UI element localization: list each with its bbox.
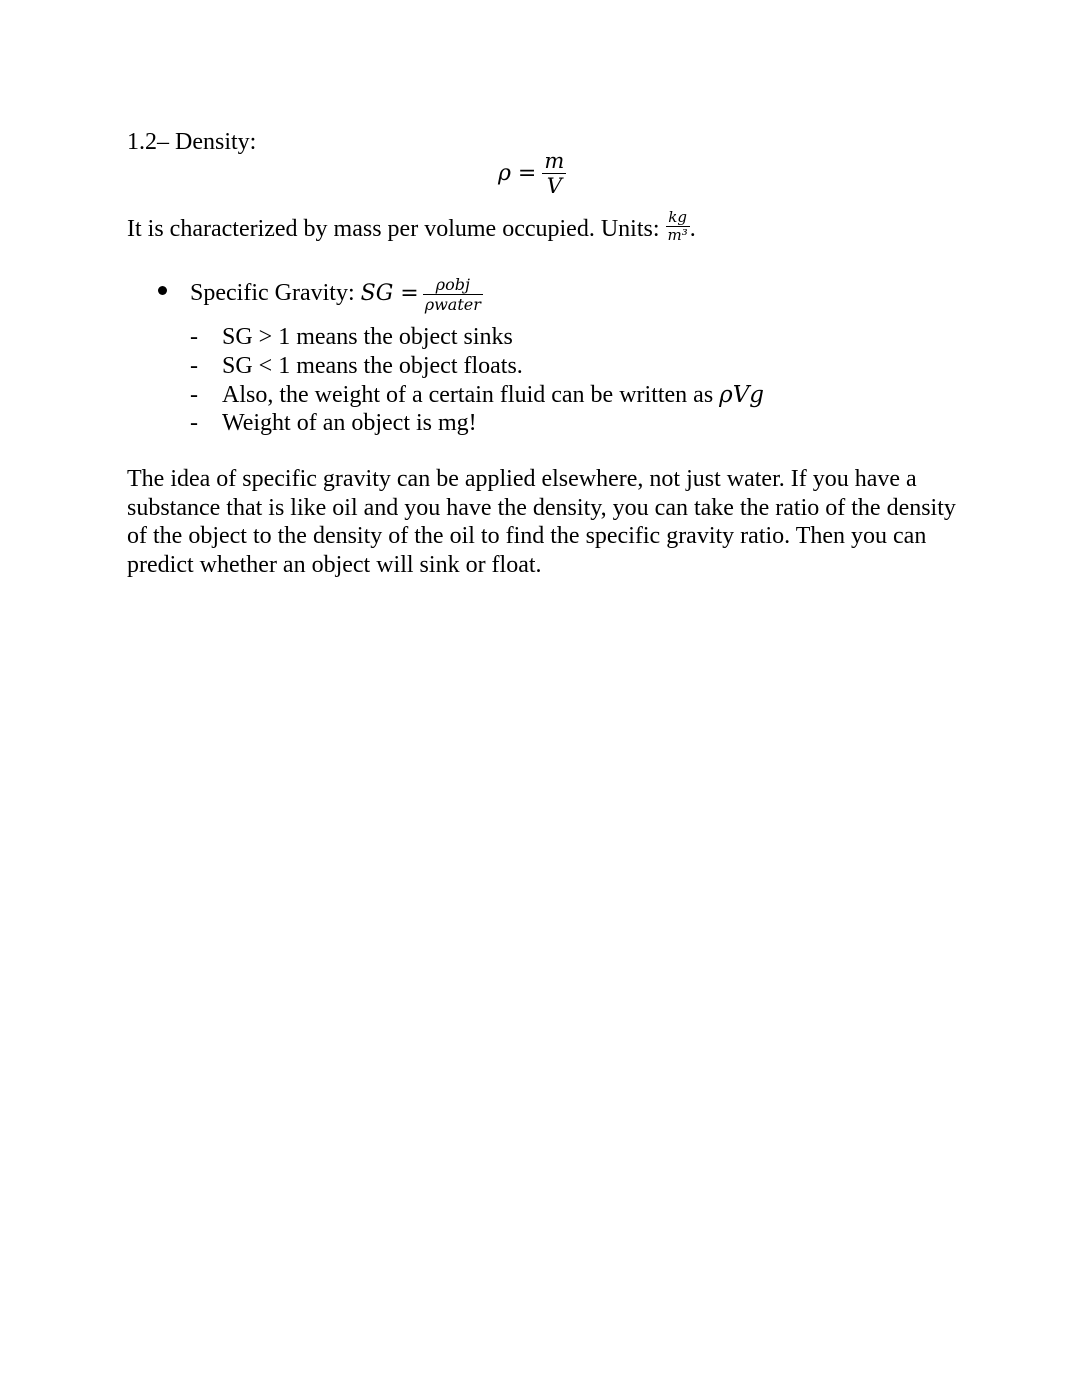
list-item-dash: -: [190, 382, 198, 408]
density-numerator: m: [544, 149, 565, 173]
density-formula-lhs: ρ =: [498, 161, 537, 186]
list-item: [222, 381, 764, 409]
list-item: SG < 1 means the object floats.: [222, 353, 523, 379]
units-fraction: [666, 210, 690, 243]
section-heading: 1.2– Density:: [127, 129, 257, 155]
list-item: Weight of an object is mg!: [222, 410, 477, 436]
specific-gravity-label: Specific Gravity:: [190, 280, 355, 307]
density-formula: [498, 150, 566, 197]
list-item-text: Also, the weight of a certain fluid can be written as: [222, 382, 714, 408]
density-fraction: [542, 150, 566, 197]
units-denominator: m³: [667, 226, 688, 244]
bullet-icon: [158, 286, 167, 295]
specific-gravity-line: [190, 276, 483, 313]
units-trailing: .: [689, 216, 696, 243]
list-item-math: ρVg: [719, 382, 765, 408]
specific-gravity-fraction: [423, 276, 483, 313]
list-item-dash: -: [190, 410, 198, 436]
list-item-dash: -: [190, 353, 198, 379]
units-numerator: kg: [668, 208, 687, 226]
units-line: [127, 208, 696, 247]
units-line-text: It is characterized by mass per volume occupied. Units:: [127, 216, 660, 243]
density-denominator: V: [546, 174, 562, 198]
specific-gravity-numerator: ρobj: [435, 275, 470, 294]
list-item: SG > 1 means the object sinks: [222, 324, 513, 350]
specific-gravity-symbol: SG =: [360, 281, 419, 307]
list-item-dash: -: [190, 324, 198, 350]
specific-gravity-denominator: ρwater: [424, 295, 481, 314]
body-paragraph: The idea of specific gravity can be applied elsewhere, not just water. If you have a substance that is like oil and you have the density, you can take the ratio of the density of the object to the density of the oil to find the specific gravity ratio. Then you can predict whether an object will sink or float.: [127, 466, 956, 578]
